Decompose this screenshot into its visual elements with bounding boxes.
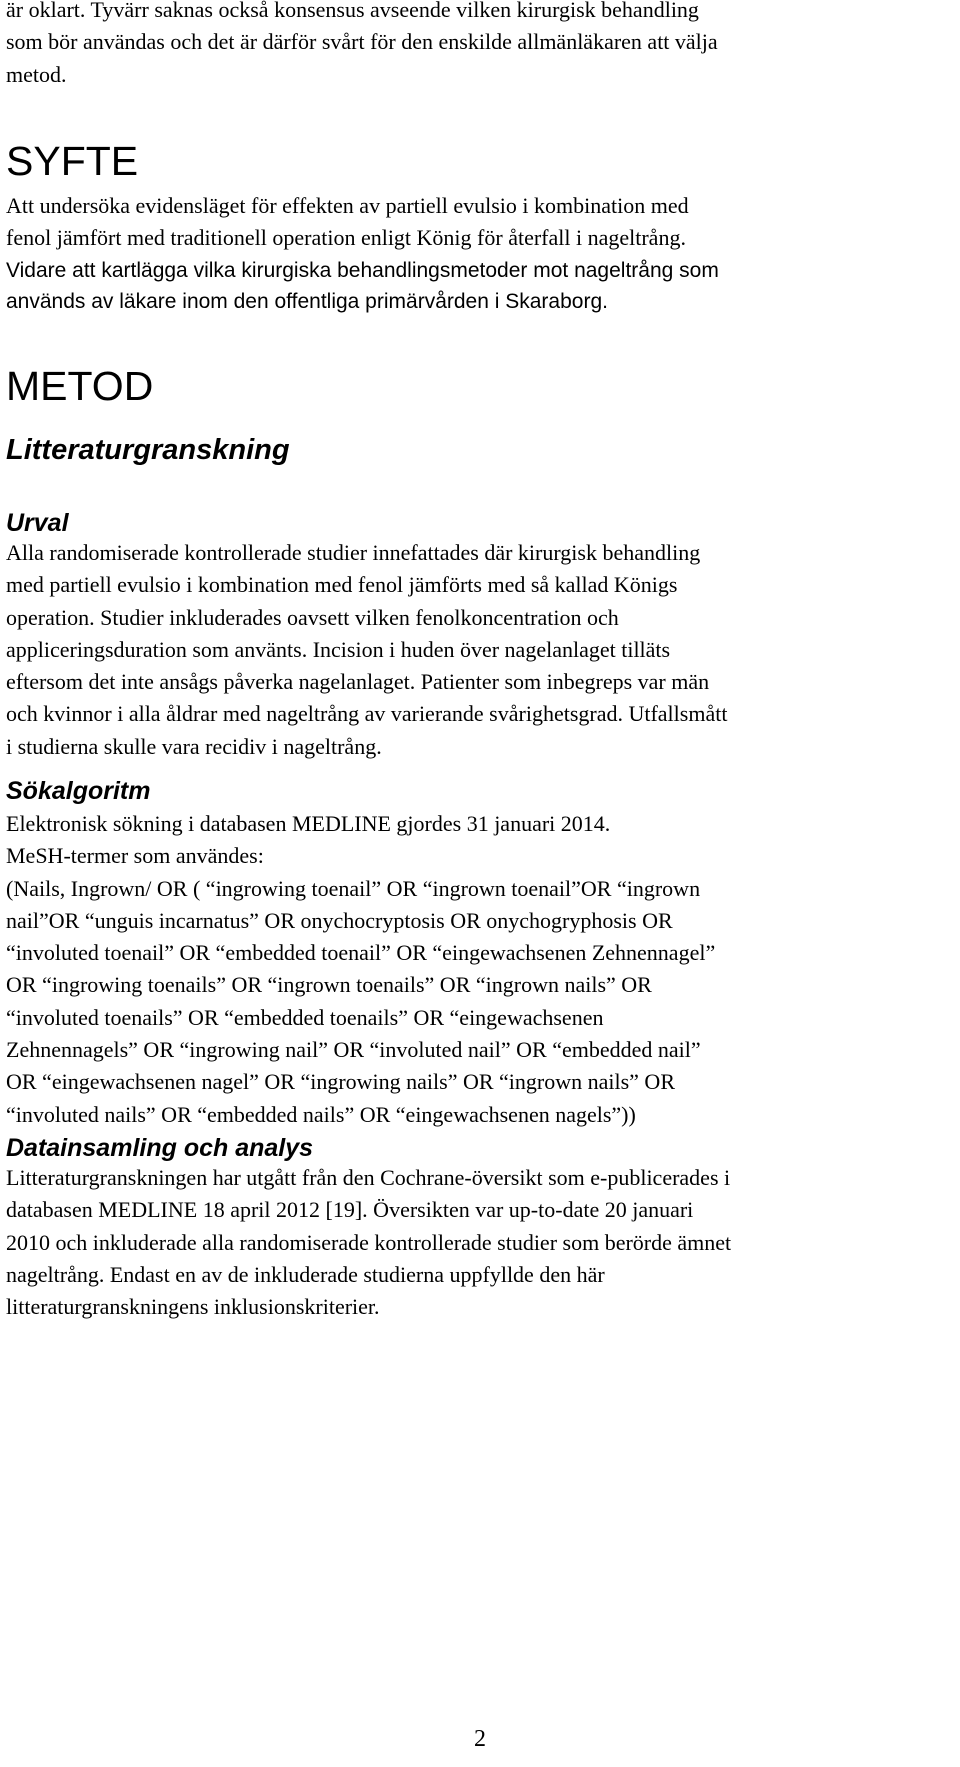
text-line: används av läkare inom den offentliga primärvården i Skaraborg.: [6, 290, 608, 314]
text-line: “involuted nails” OR “embedded nails” OR “eingewachsenen nagels”)): [6, 1101, 636, 1127]
text-line: eftersom det inte ansågs påverka nagelanlaget. Patienter som inbegreps var män: [6, 669, 710, 695]
text-line: i studierna skulle vara recidiv i nageltrång.: [6, 733, 382, 759]
text-line: Zehnennagels” OR “ingrowing nail” OR “involuted nail” OR “embedded nail”: [6, 1037, 701, 1063]
text-line: operation. Studier inkluderades oavsett vilken fenolkoncentration och: [6, 604, 619, 630]
text-line: litteraturgranskningens inklusionskriterier.: [6, 1294, 380, 1320]
text-line: “involuted toenail” OR “embedded toenail” OR “eingewachsenen Zehnennagel”: [6, 940, 716, 966]
section-heading-syfte: SYFTE: [6, 138, 139, 184]
subsection-heading-litteraturgranskning: Litteraturgranskning: [6, 434, 290, 466]
text-line: nageltrång. Endast en av de inkluderade studierna uppfyllde den här: [6, 1261, 605, 1287]
text-line: är oklart. Tyvärr saknas också konsensus avseende vilken kirurgisk behandling: [6, 0, 699, 22]
text-line: (Nails, Ingrown/ OR ( “ingrowing toenail” OR “ingrown toenail”OR “ingrown: [6, 875, 701, 901]
text-line: Att undersöka evidensläget för effekten av partiell evulsio i kombination med: [6, 193, 689, 218]
text-line: Alla randomiserade kontrollerade studier innefattades där kirurgisk behandling: [6, 540, 701, 565]
text-line: 2010 och inkluderade alla randomiserade kontrollerade studier som berörde ämnet: [6, 1229, 732, 1255]
section-heading-metod: METOD: [6, 363, 154, 409]
text-line: med partiell evulsio i kombination med fenol jämförts med så kallad Königs: [6, 572, 678, 598]
intro-paragraph: [6, 0, 954, 91]
datainsamling-paragraph: [6, 1162, 954, 1323]
text-line: Litteraturgranskningen har utgått från den Cochrane-översikt som e-publicerades i: [6, 1165, 731, 1190]
text-line: nail”OR “unguis incarnatus” OR onychocryptosis OR onychogryphosis OR: [6, 907, 673, 933]
page-number: 2: [474, 1726, 486, 1752]
subsection-heading-sokalgoritm: Sökalgoritm: [6, 777, 151, 805]
subsection-heading-urval: Urval: [6, 509, 69, 537]
text-line: “involuted toenails” OR “embedded toenails” OR “eingewachsenen: [6, 1004, 604, 1030]
text-line: OR “ingrowing toenails” OR “ingrown toenails” OR “ingrown nails” OR: [6, 972, 652, 998]
subsection-heading-datainsamling: Datainsamling och analys: [6, 1134, 314, 1162]
text-line: Elektronisk sökning i databasen MEDLINE gjordes 31 januari 2014.: [6, 811, 611, 836]
text-line: som bör användas och det är därför svårt för den enskilde allmänläkaren att välja: [6, 29, 718, 55]
sokalgoritm-paragraph: [6, 808, 954, 1131]
text-line: och kvinnor i alla åldrar med nageltrång av varierande svårighetsgrad. Utfallsmått: [6, 701, 728, 727]
syfte-paragraph: [6, 190, 954, 318]
text-line: MeSH-termer som användes:: [6, 843, 264, 869]
text-line: appliceringsduration som använts. Incision i huden över nagelanlaget tilläts: [6, 636, 671, 662]
text-line: metod.: [6, 61, 67, 87]
text-line: databasen MEDLINE 18 april 2012 [19]. Översikten var up-to-date 20 januari: [6, 1197, 694, 1223]
text-line: fenol jämfört med traditionell operation enligt König för återfall i nageltrång.: [6, 225, 686, 251]
text-line: Vidare att kartlägga vilka kirurgiska behandlingsmetoder mot nageltrång som: [6, 258, 719, 282]
text-line: OR “eingewachsenen nagel” OR “ingrowing nails” OR “ingrown nails” OR: [6, 1069, 675, 1095]
urval-paragraph: [6, 537, 954, 763]
